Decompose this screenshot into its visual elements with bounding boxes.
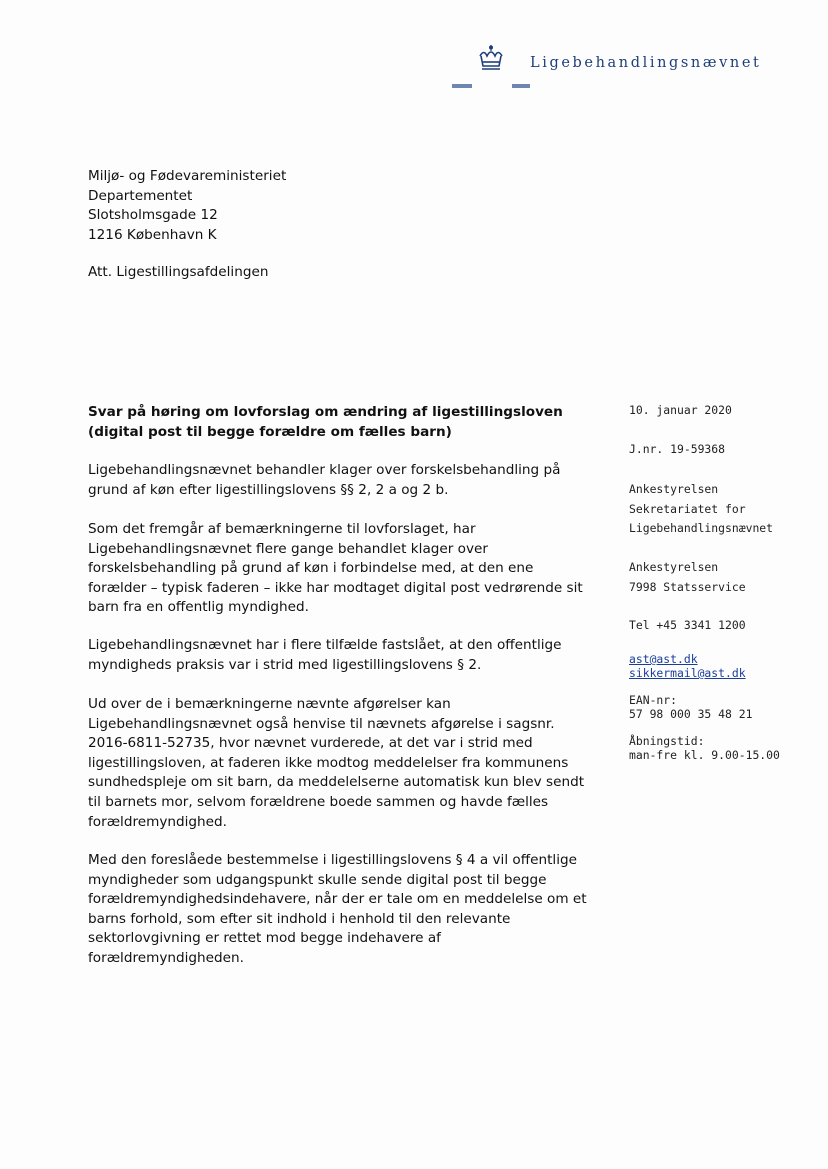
text-line: 2016-6811-52735, hvor nævnet vurderede, at det var i strid med — [88, 735, 533, 752]
text-line: til barnets mor, selvom forældrene boede sammen og havde fælles — [88, 793, 549, 810]
subject-line: Svar på høring om lovforslag om ændring af ligestillingsloven — [88, 404, 563, 420]
text-line: forskelsbehandling på grund af køn i forbindelse med, at den ene — [88, 560, 534, 577]
text-line: Ligebehandlingsnævnet flere gange behandlet klager over — [88, 540, 488, 557]
sender-line: Sekretariatet for — [629, 501, 746, 516]
body-paragraph-5 — [88, 851, 608, 969]
text-line: Med den foreslåede bestemmelse i ligestillingslovens § 4 a vil offentlige — [88, 852, 577, 868]
address-line: Slotsholmsgade 12 — [88, 207, 218, 223]
text-line: Som det fremgår af bemærkningerne til lovforslaget, har — [88, 521, 476, 537]
logo-bar-left — [452, 84, 472, 88]
text-line: myndigheds praksis var i strid med ligestillingslovens § 2. — [88, 656, 482, 673]
secure-email-link[interactable]: sikkermail@ast.dk — [629, 666, 746, 680]
body-paragraph-1 — [88, 461, 608, 500]
subject-line: (digital post til begge forældre om fælles barn) — [88, 424, 452, 440]
text-line: Ligebehandlingsnævnet har i flere tilfælde fastslået, at den offentlige — [88, 637, 562, 653]
sender-line: Ankestyrelsen — [629, 482, 719, 496]
sender-address — [629, 558, 746, 597]
ean-number: 57 98 000 35 48 21 — [629, 707, 753, 721]
journal-number: J.nr. 19-59368 — [629, 442, 726, 456]
opening-hours-value: man-fre kl. 9.00-15.00 — [629, 748, 780, 762]
text-line: ligestillingsloven, at faderen ikke modtog meddelelser fra kommunens — [88, 754, 569, 771]
sender-address-line: Ankestyrelsen — [629, 560, 719, 574]
opening-hours-label: Åbningstid: — [629, 734, 705, 748]
address-line: 1216 København K — [88, 226, 217, 243]
sender-line: Ligebehandlingsnævnet — [629, 521, 774, 535]
crown-icon — [476, 44, 506, 74]
attention-line: Att. Ligestillingsafdelingen — [88, 264, 269, 280]
email-link[interactable]: ast@ast.dk — [629, 652, 698, 666]
email-links — [629, 652, 746, 680]
address-line: Departementet — [88, 187, 193, 204]
text-line: forældremyndighedsindehavere, når der er tale om en meddelelse om et — [88, 891, 587, 908]
text-line: Ligebehandlingsnævnet også henvise til nævnets afgørelse i sagsnr. — [88, 715, 555, 732]
telephone: Tel +45 3341 1200 — [629, 618, 746, 632]
text-line: forælder – typisk faderen – ikke har modtaget digital post vedrørende sit — [88, 579, 583, 596]
sender-address-line: 7998 Statsservice — [629, 579, 746, 594]
sender-organization — [629, 480, 773, 539]
opening-hours — [629, 734, 780, 762]
ean-label: EAN-nr: — [629, 693, 678, 707]
recipient-address — [88, 167, 286, 245]
body-paragraph-2 — [88, 520, 608, 618]
text-line: grund af køn efter ligestillingslovens §§ 2, 2 a og 2 b. — [88, 481, 449, 498]
text-line: Ligebehandlingsnævnet behandler klager over forskelsbehandling på — [88, 462, 561, 478]
body-paragraph-3 — [88, 636, 608, 675]
text-line: forældremyndigheden. — [88, 949, 244, 966]
text-line: barn fra en offentlig myndighed. — [88, 599, 309, 616]
letter-date: 10. januar 2020 — [629, 403, 732, 417]
text-line: sektorlovgivning er rettet mod begge indehavere af — [88, 930, 441, 947]
address-line: Miljø- og Fødevareministeriet — [88, 168, 287, 184]
letter-subject — [88, 402, 598, 442]
ean-block — [629, 693, 752, 721]
text-line: myndigheder som udgangspunkt skulle sende digital post til begge — [88, 871, 547, 888]
organization-logo-text: Ligebehandlingsnævnet — [530, 55, 762, 71]
body-paragraph-4 — [88, 695, 608, 832]
logo-bar-right — [512, 84, 530, 88]
text-line: barns forhold, som efter sit indhold i henhold til den relevante — [88, 910, 511, 927]
text-line: sundhedspleje om sit barn, da meddelelserne automatisk kun blev sendt — [88, 774, 585, 791]
text-line: Ud over de i bemærkningerne nævnte afgørelser kan — [88, 696, 451, 712]
text-line: forældremyndighed. — [88, 813, 227, 830]
